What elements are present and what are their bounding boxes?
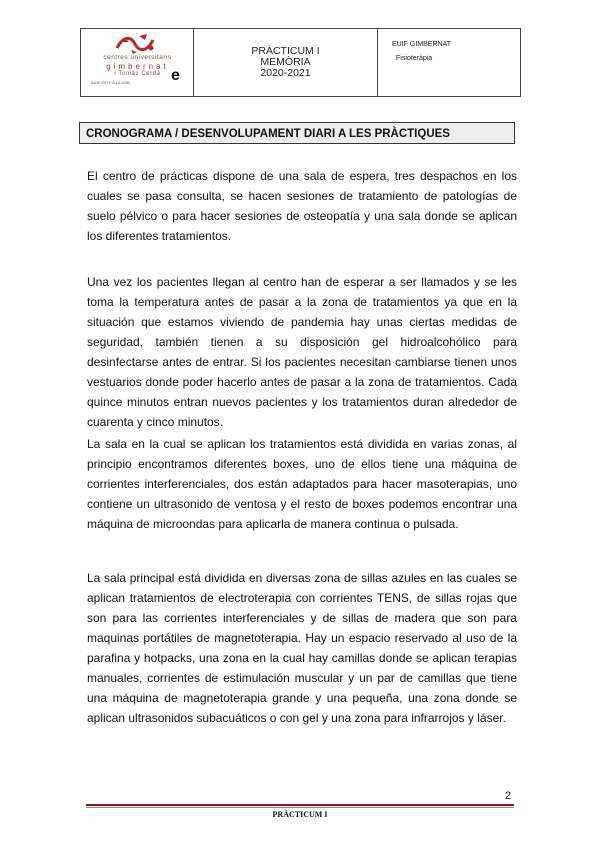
school-cell — [378, 29, 520, 96]
footer-divider — [86, 804, 514, 806]
section-title: CRONOGRAMA / DESENVOLUPAMENT DIARI A LES PRÀCTIQUES — [79, 122, 515, 144]
paragraph-1-text: El centro de prácticas dispone de una sala de espera, tres despachos en los cuales se pasa consulta, se hacen sesiones de tratamiento de patologías de suelo pélvico o para hacer sesiones de osteopatía y una sala donde se aplican los diferentes tratamientos. — [87, 169, 517, 243]
paragraph-2-text: Una vez los pacientes llegan al centro han de esperar a ser llamados y se les toma la temperatura antes de pasar a la zona de tratamientos ya que en la situación que estamos viviendo de pandemia hay unas ciertas medidas de seguridad, también tienen a su disposición gel hidroalcohólico para desinfectarse antes de entrar. Si los pacientes necesitan cambiarse tienen unos vestuarios donde poder hacerlo antes de pasar a la zona de tratamientos. Cada quince minutos entran nuevos pacientes y los tratamientos duran alrededor de cuarenta y cinco minutos. — [87, 275, 517, 429]
title-cell — [194, 29, 378, 96]
paragraph-4 — [87, 568, 517, 728]
header-table — [80, 28, 521, 97]
paragraph-3-text: La sala en la cual se aplican los tratamientos está dividida en varias zonas, al principio encontramos diferentes boxes, uno de ellos tiene una máquina de corrientes interferenciales, dos están adaptados para hacer masoterapias, uno contiene un ultrasonido de ventosa y el resto de boxes podemos encontrar una máquina de microondas para aplicarla de manera continua o pulsada. — [87, 437, 517, 531]
paragraph-2 — [87, 272, 517, 432]
logo-line-1: centres universitaris — [103, 54, 172, 61]
logo-line-4: ADSCRITS A LA UAB — [91, 80, 130, 85]
title-line-3: 2020-2021 — [260, 67, 311, 79]
department-name: Fisioteràpia — [396, 55, 433, 62]
paragraph-1 — [87, 166, 517, 246]
gimbernat-logo-icon — [109, 32, 165, 54]
paragraph-3 — [87, 434, 517, 534]
paragraph-4-text: La sala principal está dividida en diversas zona de sillas azules en las cuales se aplican tratamientos de electroterapia con corrientes TENS, de sillas rojas que son para las corrientes interferenciales y de sillas de madera que son para maquinas portátiles de magnetoterapia. Hay un espacio reservado al uso de la parafina y hotpacks, una zona en la cual hay camillas donde se aplican terapias manuales, corrientes de estimulación muscular y un par de camillas que tiene una máquina de magnetoterapia grande y una pequeña, una zona donde se aplican ultrasonidos subacuáticos o con gel y una zona para infrarrojos y láser. — [87, 571, 517, 725]
school-name: EUIF GIMBERNAT — [392, 41, 451, 48]
title-line-2: MEMÒRIA — [260, 56, 311, 68]
logo-line-3: i Tomàs Cerdà — [114, 71, 161, 77]
footer-text: PRÀCTICUM I — [272, 810, 328, 819]
page-number: 2 — [505, 790, 512, 802]
e-logo-icon: e — [171, 67, 180, 84]
logo-line-2: gimbernat — [106, 62, 169, 71]
footer-divider-thin — [86, 807, 514, 808]
logo-cell — [81, 29, 194, 96]
title-line-1: PRÀCTICUM I — [251, 45, 320, 57]
